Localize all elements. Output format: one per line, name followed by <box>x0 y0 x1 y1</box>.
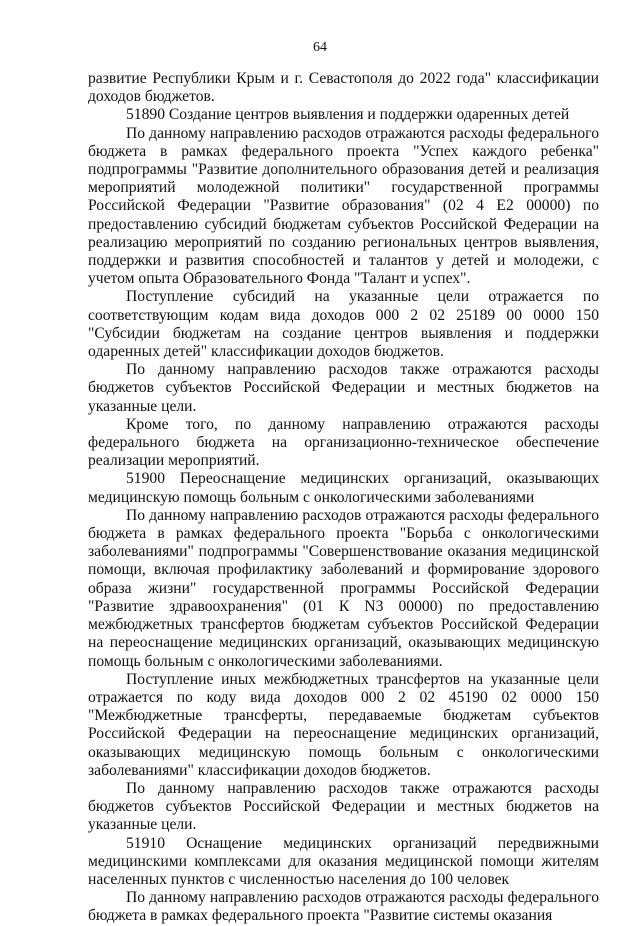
paragraph: По данному направлению расходов также отражаются расходы бюджетов субъектов Российской Федерации и местных бюджетов на указанные цели. <box>88 361 599 415</box>
paragraph-heading-51910: 51910 Оснащение медицинских организаций передвижными медицинскими комплексами для оказания медицинской помощи жителям населенных пунктов с численностью населения до 100 человек <box>88 834 599 888</box>
paragraph: По данному направлению расходов отражаются расходы федерального бюджета в рамках федерального проекта "Развитие системы оказания <box>88 889 599 925</box>
paragraph-heading-51890: 51890 Создание центров выявления и поддержки одаренных детей <box>126 106 570 124</box>
paragraph: По данному направлению расходов отражаются расходы федерального бюджета в рамках федерального проекта "Успех каждого ребенка" подпрограммы "Развитие дополнительного образования детей и реализация мероприятий молодежной политики" государственной программы Российской Федерации "Развитие образования" (02 4 E2 00000) по предоставлению субсидий бюджетам субъектов Российской Федерации на реализацию мероприятий по созданию региональных центров выявления, поддержки и развития способностей и талантов у детей и молодежи, с учетом опыта Образовательного Фонда "Талант и успех". <box>88 124 599 288</box>
page-number: 64 <box>313 40 327 55</box>
paragraph: По данному направлению расходов также отражаются расходы бюджетов субъектов Российской Федерации и местных бюджетов на указанные цели. <box>88 779 599 834</box>
document-body <box>88 70 599 926</box>
paragraph-continuation: развитие Республики Крым и г. Севастополя до 2022 года" классификации доходов бюджетов. <box>88 70 599 106</box>
paragraph: По данному направлению расходов отражаются расходы федерального бюджета в рамках федерального проекта "Борьба с онкологическими заболеваниями" подпрограммы "Совершенствование оказания медицинской помощи, включая профилактику заболеваний и формирование здорового образа жизни" государственной программы Российской Федерации "Развитие здравоохранения" (01 К N3 00000) по предоставлению межбюджетных трансфертов бюджетам субъектов Российской Федерации на переоснащение медицинских организаций, оказывающих медицинскую помощь больным с онкологическими заболеваниями. <box>88 506 599 670</box>
paragraph-heading-51900: 51900 Переоснащение медицинских организаций, оказывающих медицинскую помощь больным с онкологическими заболеваниями <box>88 470 599 506</box>
paragraph: Поступление субсидий на указанные цели отражается по соответствующим кодам вида доходов 000 2 02 25189 00 0000 150 "Субсидии бюджетам на создание центров выявления и поддержки одаренных детей" классификации доходов бюджетов. <box>88 288 599 361</box>
paragraph: Поступление иных межбюджетных трансфертов на указанные цели отражается по коду вида доходов 000 2 02 45190 02 0000 150 "Межбюджетные трансферты, передаваемые бюджетам субъектов Российской Федерации на переоснащение медицинских организаций, оказывающих медицинскую помощь больным с онкологическими заболеваниями" классификации доходов бюджетов. <box>88 670 599 779</box>
paragraph: Кроме того, по данному направлению отражаются расходы федерального бюджета на организационно-техническое обеспечение реализации мероприятий. <box>88 415 599 470</box>
